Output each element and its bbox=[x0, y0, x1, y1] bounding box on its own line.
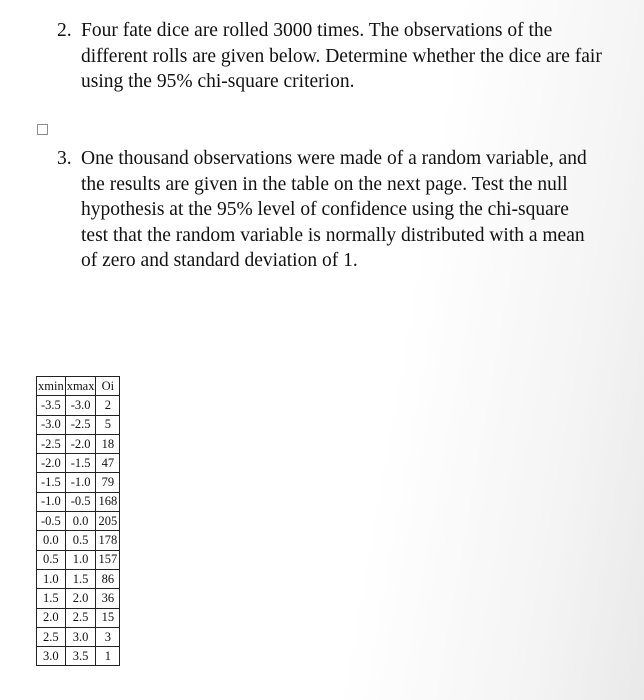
cell-oi: 157 bbox=[96, 550, 120, 569]
cell-xmax: 1.5 bbox=[65, 569, 96, 588]
problem-3-number: 3. bbox=[57, 148, 72, 169]
cell-oi: 15 bbox=[96, 608, 120, 627]
cell-xmax: 2.0 bbox=[65, 589, 96, 608]
cell-xmax: -1.5 bbox=[65, 454, 96, 473]
cell-xmin: 0.5 bbox=[37, 550, 66, 569]
problem-2-text: Four fate dice are rolled 3000 times. The observations of the different rolls are given below. Determine whether the dice are fair using the 95% chi-square criterion. bbox=[81, 20, 602, 92]
problem-3 bbox=[57, 146, 587, 274]
cell-oi: 5 bbox=[96, 415, 120, 434]
table-row bbox=[37, 415, 120, 434]
cell-xmin: 3.0 bbox=[37, 647, 66, 666]
cell-xmin: -2.0 bbox=[37, 454, 66, 473]
cell-oi: 86 bbox=[96, 569, 120, 588]
cell-oi: 36 bbox=[96, 589, 120, 608]
cell-oi: 178 bbox=[96, 531, 120, 550]
cell-xmin: -1.0 bbox=[37, 492, 66, 511]
cell-xmin: 1.0 bbox=[37, 569, 66, 588]
checkbox-icon[interactable] bbox=[37, 124, 48, 135]
cell-xmin: -3.5 bbox=[37, 396, 66, 415]
cell-oi: 18 bbox=[96, 434, 120, 453]
table-row bbox=[37, 569, 120, 588]
table-header-row bbox=[37, 377, 120, 396]
cell-xmin: -1.5 bbox=[37, 473, 66, 492]
cell-xmin: 2.0 bbox=[37, 608, 66, 627]
table-row bbox=[37, 627, 120, 646]
cell-xmin: -3.0 bbox=[37, 415, 66, 434]
table-row bbox=[37, 473, 120, 492]
cell-xmax: -3.0 bbox=[65, 396, 96, 415]
cell-xmax: 0.0 bbox=[65, 512, 96, 531]
header-xmin: xmin bbox=[37, 377, 66, 396]
cell-xmin: -0.5 bbox=[37, 512, 66, 531]
table-row bbox=[37, 492, 120, 511]
table-row bbox=[37, 396, 120, 415]
cell-xmax: -0.5 bbox=[65, 492, 96, 511]
cell-xmax: 3.0 bbox=[65, 627, 96, 646]
cell-xmax: 2.5 bbox=[65, 608, 96, 627]
cell-oi: 2 bbox=[96, 396, 120, 415]
cell-xmin: 1.5 bbox=[37, 589, 66, 608]
table-row bbox=[37, 647, 120, 666]
table-body bbox=[37, 396, 120, 666]
cell-xmin: 2.5 bbox=[37, 627, 66, 646]
header-oi: Oi bbox=[96, 377, 120, 396]
table-row bbox=[37, 589, 120, 608]
cell-xmin: 0.0 bbox=[37, 531, 66, 550]
cell-xmin: -2.5 bbox=[37, 434, 66, 453]
cell-oi: 3 bbox=[96, 627, 120, 646]
cell-oi: 205 bbox=[96, 512, 120, 531]
cell-xmax: -2.5 bbox=[65, 415, 96, 434]
cell-oi: 47 bbox=[96, 454, 120, 473]
problem-2-number: 2. bbox=[57, 20, 72, 41]
header-xmax: xmax bbox=[65, 377, 96, 396]
table-row bbox=[37, 512, 120, 531]
cell-xmax: -2.0 bbox=[65, 434, 96, 453]
problem-2 bbox=[57, 18, 602, 95]
table-row bbox=[37, 608, 120, 627]
table-row bbox=[37, 531, 120, 550]
table-row bbox=[37, 550, 120, 569]
problem-3-text: One thousand observations were made of a random variable, and the results are given in the table on the next page. Test the null hypothesis at the 95% level of confidence using the chi-square test that the random variable is normally distributed with a mean of zero and standard deviation of 1. bbox=[81, 148, 587, 271]
cell-oi: 168 bbox=[96, 492, 120, 511]
cell-xmax: -1.0 bbox=[65, 473, 96, 492]
observations-table bbox=[36, 376, 120, 666]
cell-oi: 1 bbox=[96, 647, 120, 666]
table-row bbox=[37, 434, 120, 453]
cell-xmax: 3.5 bbox=[65, 647, 96, 666]
cell-xmax: 1.0 bbox=[65, 550, 96, 569]
cell-oi: 79 bbox=[96, 473, 120, 492]
cell-xmax: 0.5 bbox=[65, 531, 96, 550]
table-row bbox=[37, 454, 120, 473]
